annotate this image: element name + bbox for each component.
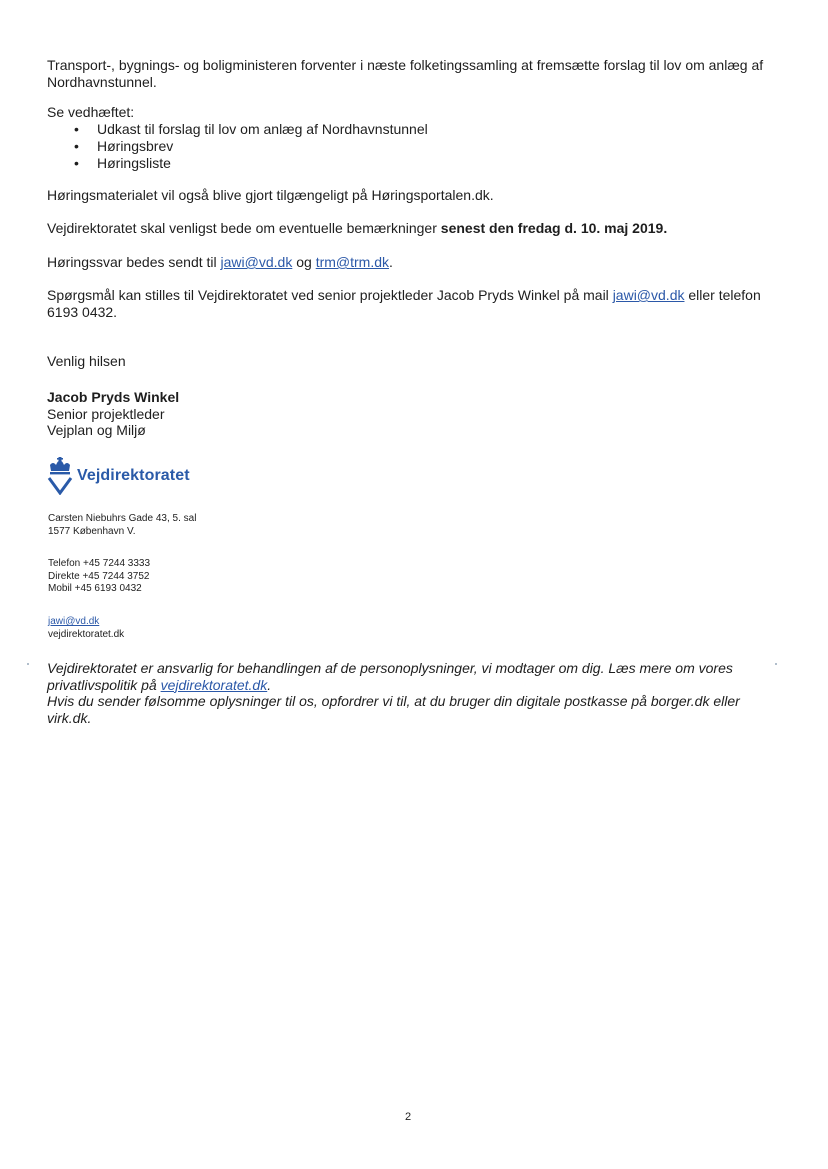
deadline-text: senest den fredag d. 10. maj 2019. — [440, 220, 668, 236]
mobile-line: Mobil +45 6193 0432 — [48, 583, 142, 594]
page-number: 2 — [405, 1111, 412, 1123]
contact-web — [48, 616, 124, 641]
signer-department: Vejplan og Miljø — [47, 422, 146, 438]
reply-email-link-2[interactable]: trm@trm.dk — [315, 254, 390, 270]
privacy-notice: Vejdirektoratet er ansvarlig for behandlingen af de personoplysninger, vi modtager om dig. Læs mere om vores privatlivspolitik på vejdirektoratet.dk. Hvis du sender følsomme oplysninger til os, opfordrer vi til, at du bruger din digitale postkasse på borger.dk eller virk.dk. — [47, 660, 740, 726]
intro-text: Transport-, bygnings- og boligministeren forventer i næste folketingssamling at fremsætte forslag til lov om anlæg af Nordhavnstunnel. — [47, 57, 764, 90]
reply-email-link-1[interactable]: jawi@vd.dk — [220, 254, 293, 270]
reply-paragraph: Høringssvar bedes sendt til jawi@vd.dk og trm@trm.dk. — [47, 254, 393, 270]
request-paragraph: Vejdirektoratet skal venligst bede om eventuelle bemærkninger senest den fredag d. 10. maj 2019. — [47, 220, 668, 236]
signature-website: vejdirektoratet.dk — [48, 628, 125, 640]
signature-block — [47, 389, 179, 439]
signer-name: Jacob Pryds Winkel — [47, 389, 180, 405]
privacy-link[interactable]: vejdirektoratet.dk — [160, 676, 268, 693]
portal-note: Høringsmaterialet vil også blive gjort tilgængeligt på Høringsportalen.dk. — [47, 187, 494, 203]
bullet-dot-icon: • — [74, 155, 79, 171]
bullet-dot-icon: • — [74, 138, 79, 154]
scan-speck — [27, 663, 29, 665]
list-item: • Høringsliste — [74, 155, 171, 171]
bullet-dot-icon: • — [74, 121, 79, 137]
signer-title: Senior projektleder — [47, 405, 165, 422]
questions-email-link[interactable]: jawi@vd.dk — [612, 287, 685, 303]
intro-paragraph — [47, 57, 777, 90]
attached-heading: Se vedhæftet: — [47, 104, 135, 120]
contact-phones — [48, 558, 150, 596]
vejdirektoratet-logo — [47, 457, 190, 495]
scan-speck — [775, 663, 777, 665]
list-item: • Udkast til forslag til lov om anlæg af Nordhavnstunnel — [74, 121, 428, 137]
direct-line: Direkte +45 7244 3752 — [48, 570, 150, 582]
attachment-list — [47, 121, 428, 172]
logo-text: Vejdirektoratet — [77, 467, 190, 484]
questions-paragraph: Spørgsmål kan stilles til Vejdirektoratet ved senior projektleder Jacob Pryds Winkel på mail jawi@vd.dk eller telefon 6193 0432. — [47, 287, 761, 320]
signature-email-link[interactable]: jawi@vd.dk — [48, 616, 100, 627]
list-item: • Høringsbrev — [74, 138, 174, 154]
greeting: Venlig hilsen — [47, 353, 126, 369]
crown-shield-icon — [47, 457, 73, 495]
phone-line: Telefon +45 7244 3333 — [48, 558, 151, 569]
address-block: Carsten Niebuhrs Gade 43, 5. sal 1577 København V. — [48, 513, 197, 537]
